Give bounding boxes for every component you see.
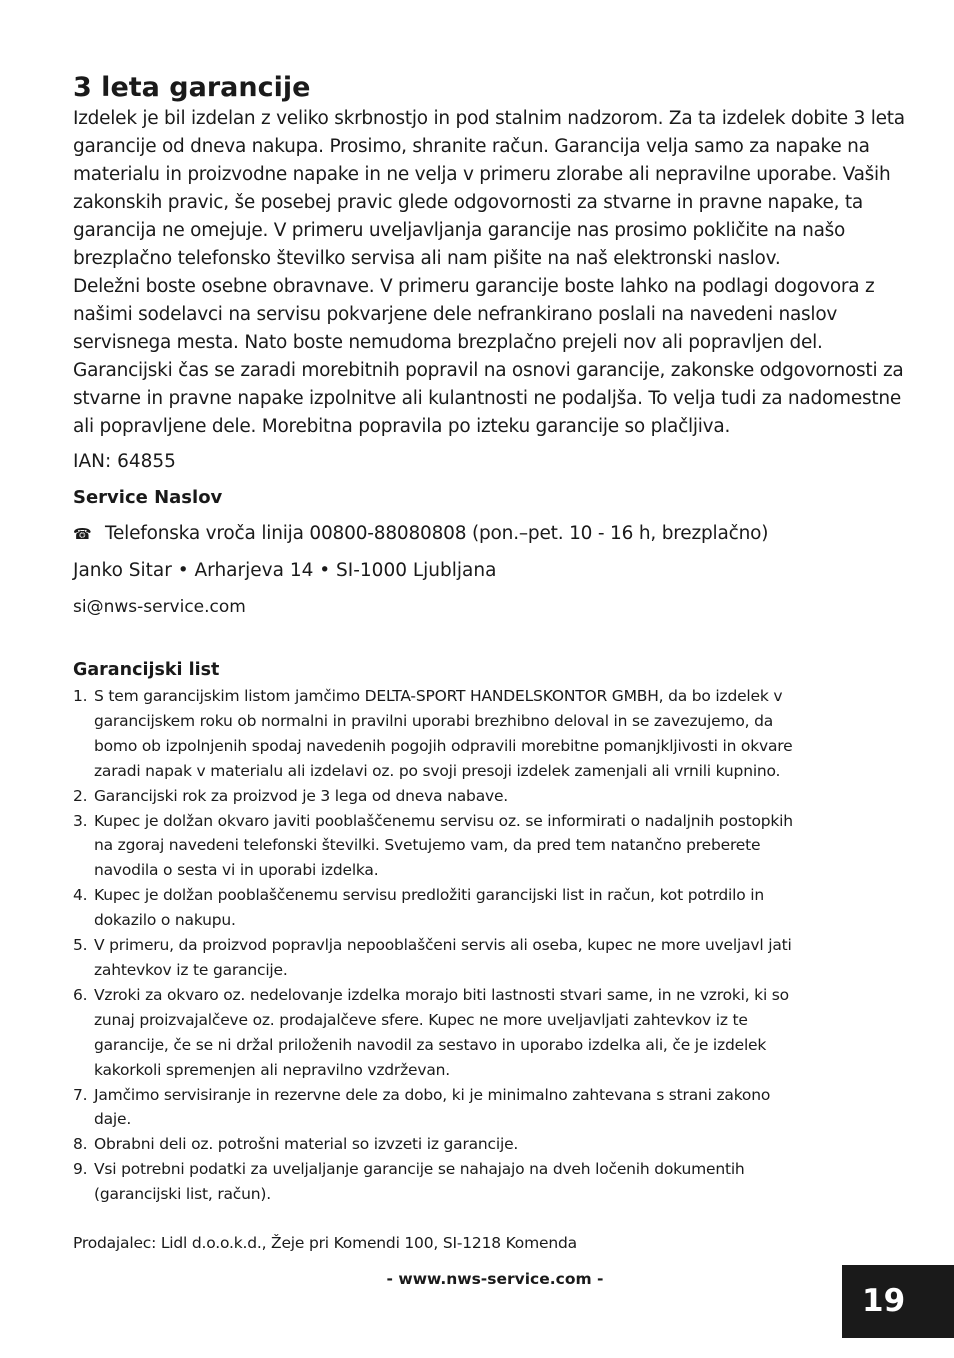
page-number: 19 [862,1283,906,1319]
item-number: 8. [73,1135,88,1154]
service-address: Janko Sitar • Arharjeva 14 • SI-1000 Ljubljana [73,560,497,581]
list-item [73,933,803,983]
service-email: si@nws-service.com [73,597,246,617]
item-number: 4. [73,886,88,905]
footer-website: - www.nws-service.com - [386,1270,604,1288]
item-number: 9. [73,1160,88,1179]
item-text: Obrabni deli oz. potrošni material so izvzeti iz garancije. [94,1135,519,1154]
item-text: Vsi potrebni podatki za uveljaljanje garancije se nahajajo na dveh ločenih dokumentih (garancijski list, račun). [94,1160,745,1204]
intro-paragraph: Deležni boste osebne obravnave. V primeru garancije boste lahko na podlagi dogovora z našimi sodelavci na servisu pokvarjene dele nefrankirano poslali na navedeni naslov servisnega mesta. Nato boste nemudoma brezplačno prejeli nov ali popravljen del. Garancijski čas se zaradi morebitnih popravil na osnovi garancije, zakonske odgovornosti za stvarne in pravne napake izpolnitve ali kulantnosti ne podaljša. To velja tudi za nadomestne ali popravljene dele. Morebitna popravila po izteku garancije so plačljiva. [73,276,904,437]
page-title: 3 leta garancije [73,72,311,103]
page-number-box [842,1265,954,1338]
list-item [73,684,803,784]
service-hotline [73,520,768,548]
item-number: 1. [73,687,88,705]
telephone-icon: ☎ [73,525,92,543]
list-item [73,1132,803,1157]
ian-number: IAN: 64855 [73,451,176,472]
warranty-conditions-list [73,684,803,1207]
item-number: 6. [73,985,88,1004]
item-text: V primeru, da proizvod popravlja nepooblaščeni servis ali oseba, kupec ne more uveljavl jati zahtevkov iz te garancije. [94,936,792,979]
item-text: Kupec je dolžan okvaro javiti pooblaščenemu servisu oz. se informirati o nadaljnih postopkih na zgoraj navedeni telefonski številki. Svetujemo vam, da pred tem natančno preberete navodila o sesta vi in uporabi izdelka. [94,811,793,880]
list-item [73,784,803,809]
list-item [73,983,803,1083]
item-text: Garancijski rok za proizvod je 3 lega od dneva nabave. [94,786,509,805]
list-item [73,1083,803,1133]
item-number: 5. [73,936,88,955]
item-text: Kupec je dolžan pooblaščenemu servisu predložiti garancijski list in račun, kot potrdilo in dokazilo o nakupu. [94,886,764,930]
item-text: Jamčimo servisiranje in rezervne dele za dobo, ki je minimalno zahtevana s strani zakono daje. [94,1085,771,1129]
item-number: 2. [73,786,88,805]
list-item [73,809,803,884]
warranty-intro [73,105,923,441]
item-number: 3. [73,811,88,830]
service-heading: Service Naslov [73,487,223,508]
item-text: Vzroki za okvaro oz. nedelovanje izdelka morajo biti lastnosti stvari same, in ne vzroki, ki so zunaj proizvajalčeve oz. prodajalčeve sfere. Kupec ne more uveljavljati zahtevkov iz te garancije, če se ni držal priloženih navodil za sestavo in uporabo izdelka ali, če je izdelek kakorkoli spremenjen ali nepravilno vzdrževan. [94,985,789,1079]
intro-paragraph: Izdelek je bil izdelan z veliko skrbnostjo in pod stalnim nadzorom. Za ta izdelek dobite 3 leta garancije od dneva nakupa. Prosimo, shranite račun. Garancija velja samo za napake na materialu in proizvodne napake in ne velja v primeru zlorabe ali nepravilne uporabe. Vaših zakonskih pravic, še posebej pravic glede odgovornosti za stvarne in pravne napake, ta garancija ne omejuje. V primeru uveljavljanja garancije nas prosimo pokličite na našo brezplačno telefonsko številko servisa ali nam pišite na naš elektronski naslov. [73,108,905,269]
hotline-text: Telefonska vroča linija 00800-88080808 (pon.–pet. 10 - 16 h, brezplačno) [105,523,769,544]
list-item [73,883,803,933]
seller-info: Prodajalec: Lidl d.o.o.k.d., Žeje pri Komendi 100, SI-1218 Komenda [73,1234,577,1252]
item-number: 7. [73,1085,88,1104]
item-text: S tem garancijskim listom jamčimo DELTA-SPORT HANDELSKONTOR GMBH, da bo izdelek v garancijskem roku ob normalni in pravilni uporabi brezhibno deloval in se zavezujemo, da bomo ob izpolnjenih spodaj navedenih pogojih odpravili morebitne pomanjkljivosti in okvare zaradi napak v materialu ali izdelavi oz. po svoji presoji izdelek zamenjali ali vrnili kupnino. [94,687,793,780]
list-item [73,1157,803,1207]
warranty-card-heading: Garancijski list [73,660,220,680]
